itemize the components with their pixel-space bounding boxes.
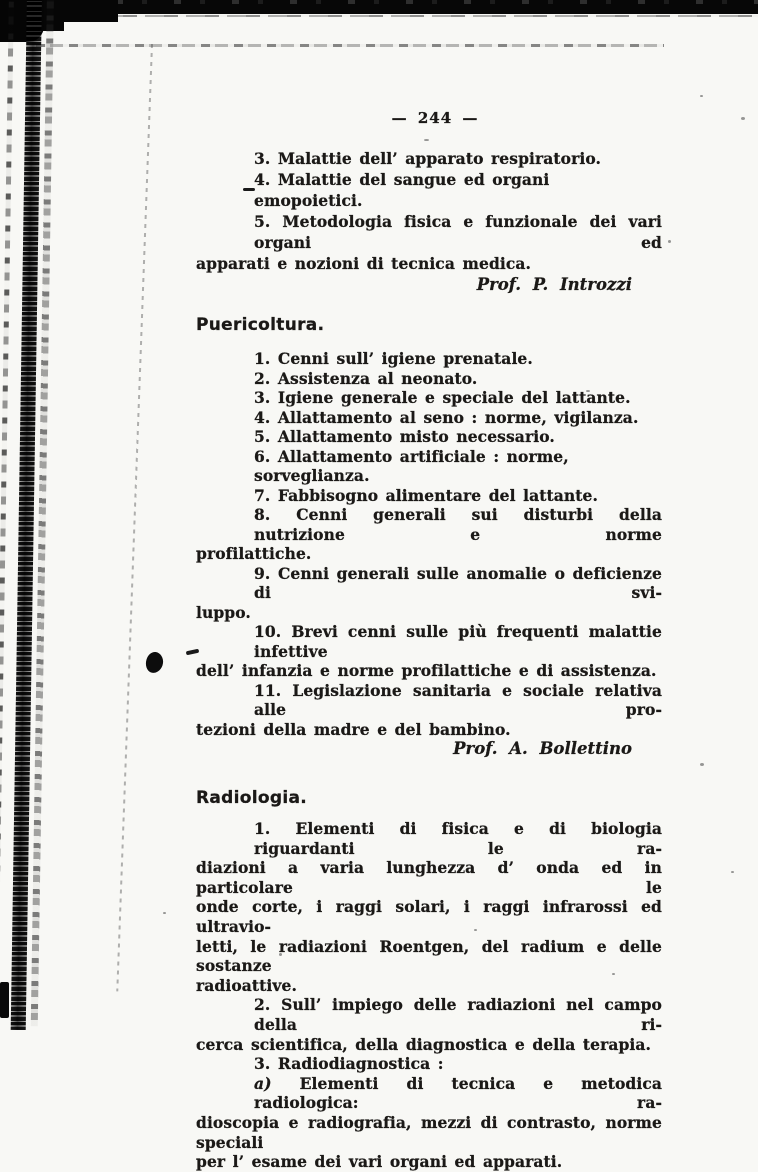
text-line: 5. Allattamento misto necessario. — [254, 427, 555, 446]
text-line: dell’ infanzia e norme profilattiche e di assistenza. — [196, 661, 657, 680]
text-line: radioattive. — [196, 975, 297, 995]
text-line: 7. Fabbisogno alimentare del lattante. — [254, 485, 598, 505]
text-line: 8. Cenni generali sui disturbi della nutrizione e norme — [254, 505, 662, 544]
text-line: 3. Radiodiagnostica : — [254, 1054, 444, 1074]
text-line: 3. Igiene generale e speciale del lattante. — [254, 388, 631, 407]
text-line: 2. Assistenza al neonato. — [254, 368, 478, 388]
scan-speck — [741, 117, 745, 120]
section-heading: Puericoltura. — [196, 315, 325, 335]
text-line: per l’ esame dei vari organi ed apparati. — [196, 1152, 563, 1172]
line-text: Elementi di tecnica e metodica radiologica: ra- — [254, 1073, 662, 1113]
text-line: 6. Allattamento artificiale : norme, sorveglianza. — [254, 446, 569, 485]
binding-stripes — [0, 0, 190, 1039]
text-line: 1. Cenni sull’ igiene prenatale. — [254, 349, 533, 368]
text-line: onde corte, i raggi solari, i raggi infrarossi ed ultravio- — [196, 897, 662, 936]
section-puericoltura — [196, 314, 662, 759]
scan-speck — [731, 871, 734, 873]
page-number: — 244 — — [391, 109, 479, 127]
text-line: dioscopia e radiografia, mezzi di contrasto, norme speciali — [196, 1112, 662, 1152]
text-line: tezioni della madre e del bambino. — [196, 719, 511, 739]
text-line: 1. Elementi di fisica e di biologia riguardanti le ra- — [254, 819, 662, 858]
text-line: cerca scientifica, della diagnostica e della terapia. — [196, 1034, 652, 1054]
scan-speck — [700, 95, 703, 97]
text-line: 5. Metodologia fisica e funzionale dei vari organi ed — [254, 212, 662, 252]
section-heading: Radiologia. — [196, 788, 307, 808]
binding-stripe-thin — [0, 2, 14, 1012]
text-line: apparati e nozioni di tecnica medica. — [196, 254, 532, 273]
text-line: 4. Allattamento al seno : norme, vigilanza. — [254, 407, 639, 427]
text-line: 3. Malattie dell’ apparato respiratorio. — [254, 149, 602, 168]
scan-bottom-blob — [0, 982, 9, 1018]
text-column — [196, 107, 662, 1172]
text-line: luppo. — [196, 602, 251, 622]
italic-lead: a) — [254, 1073, 300, 1093]
scan-speck — [668, 240, 671, 243]
signature: Prof. A. Bollettino — [453, 739, 632, 758]
text-line: 11. Legislazione sanitaria e sociale relativa alle pro- — [254, 680, 662, 719]
text-line: 9. Cenni generali sulle anomalie o deficienze di svi- — [254, 563, 662, 602]
section-list-continuation — [196, 148, 662, 295]
text-line: 4. Malattie del sangue ed organi emopoietici. — [254, 170, 550, 210]
scan-speck — [163, 912, 166, 914]
text-line: profilattiche. — [196, 544, 312, 563]
section-radiologia — [196, 787, 662, 1172]
scan-speck — [700, 763, 704, 766]
text-line: letti, le radiazioni Roentgen, del radium e delle sostanze — [196, 936, 662, 976]
signature: Prof. P. Introzzi — [476, 275, 632, 294]
text-line: diazioni a varia lunghezza d’ onda ed in particolare le — [196, 858, 662, 897]
text-line: 2. Sull’ impiego delle radiazioni nel campo della ri- — [254, 995, 662, 1034]
text-line — [196, 1074, 662, 1113]
text-line: 10. Brevi cenni sulle più frequenti malattie infettive — [254, 622, 662, 661]
